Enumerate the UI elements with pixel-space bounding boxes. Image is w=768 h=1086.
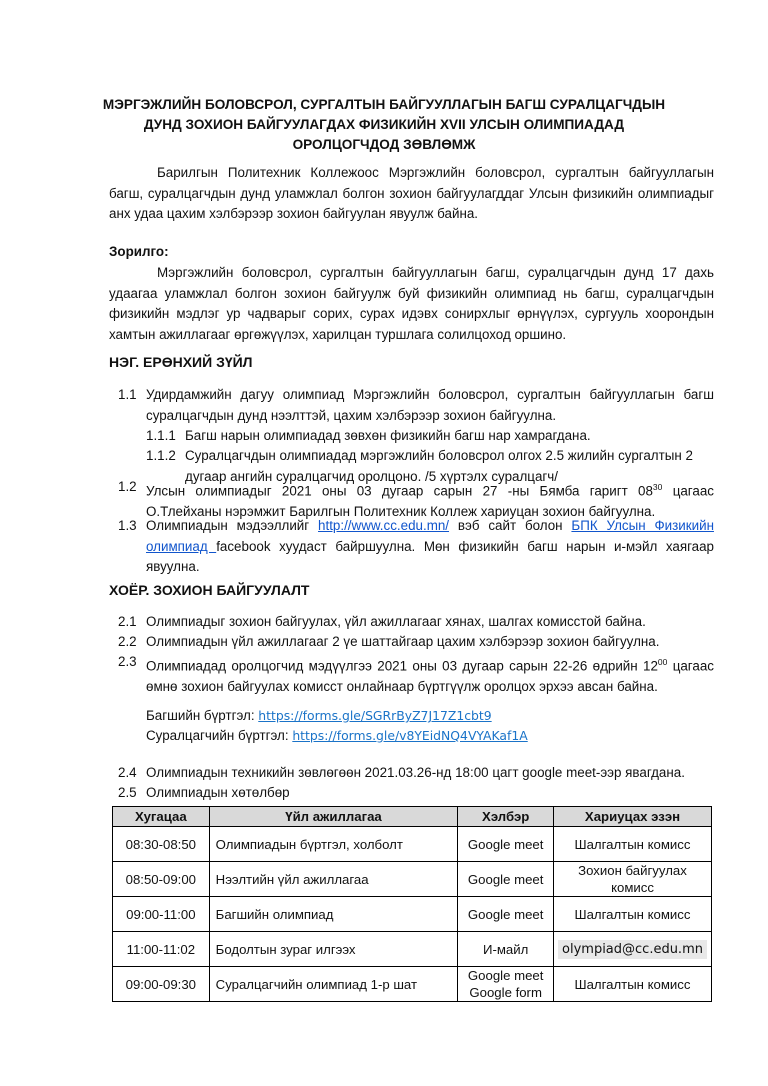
item-text: Олимпиадын техникийн зөвлөгөөн 2021.03.26-нд 18:00 цагт google meet-ээр явагдана. [146,765,685,780]
item-text: Олимпиадын үйл ажиллагааг 2 үе шаттайгаар цахим хэлбэрээр зохион байгуулна. [146,634,660,649]
item-number: 1.2 [118,479,137,494]
item-text: Олимпиадад оролцогчид мэдүүлгээ 2021 оны 03 дугаар сарын 22-26 өдрийн $12^{00}$ цагаас өмнө зохион байгуулах комисст онлайнаар бүртгүүлж оролцох эрхээ авсан байна. [146,657,714,694]
document-title: МЭРГЭЖЛИЙН БОЛОВСРОЛ, СУРГАЛТЫН БАЙГУУЛЛАГЫН БАГШ СУРАЛЦАГЧДЫН ДУНД ЗОХИОН БАЙГУУЛАГДАХ ФИЗИКИЙН XVII УЛСЫН ОЛИМПИАДАД ОРОЛЦОГЧДОД ЗӨВЛӨМЖ [102,97,666,152]
registration-label: Багшийн бүртгэл: [146,708,259,723]
table-row [113,897,712,932]
table-row [113,827,712,862]
item-number: 2.1 [118,614,137,629]
table-cell: Google meet [458,862,554,897]
item-text: Суралцагчдын олимпиадад мэргэжлийн боловсрол олгох 2.5 жилийн сургалтын 2 дугаар ангийн суралцагчид оролцоно. /5 хүртэлх суралцагч/ [185,448,693,484]
student-registration [146,726,528,747]
item-number: 1.1.1 [146,428,176,443]
table-row [113,967,712,1002]
section1-heading: НЭГ. ЕРӨНХИЙ ЗҮЙЛ [109,354,253,370]
table-cell: Зохион байгуулах комисс [554,862,712,897]
schedule-table [112,806,712,1002]
item-number: 1.3 [118,518,137,533]
column-header: Хэлбэр [458,807,554,827]
intro-paragraph: Барилгын Политехник Коллежоос Мэргэжлийн боловсрол, сургалтын байгууллагын багш, суралцагчдын дунд уламжлал болгон зохион байгуулагддаг Улсын физикийн олимпиадыг анх удаа цахим хэлбэрээр зохион байгуулан явуулж байна. [109,165,714,221]
table-cell: 09:00-09:30 [113,967,210,1002]
table-cell: 09:00-11:00 [113,897,210,932]
table-cell: Суралцагчийн олимпиад 1-р шат [209,967,458,1002]
teacher-registration [146,706,492,727]
item-text: Багш нарын олимпиадад зөвхөн физикийн багш нар хамрагдана. [185,428,591,443]
table-cell: Бодолтын зураг илгээх [209,932,458,967]
item-number: 2.3 [118,654,137,669]
table-cell: Нээлтийн үйл ажиллагаа [209,862,458,897]
teacher-registration-link[interactable]: https://forms.gle/SGRrByZ7J17Z1cbt9 [258,708,492,723]
table-cell: Google meet Google form [458,967,554,1002]
column-header: Хугацаа [113,807,210,827]
item-number: 1.1 [118,387,137,402]
table-cell: Олимпиадын бүртгэл, холболт [209,827,458,862]
item-text: Олимпиадыг зохион байгуулах, үйл ажиллагааг хянах, шалгах комисстой байна. [146,614,646,629]
table-cell: Google meet [458,827,554,862]
item-text: Удирдамжийн дагуу олимпиад Мэргэжлийн боловсрол, сургалтын байгууллагын багш суралцагчдын дунд нээлттэй, цахим хэлбэрээр зохион байгуулна. [146,387,714,423]
item-text: Олимпиадын мэдээллийг http://www.cc.edu.mn/ вэб сайт болон БПК Улсын Физикийн олимпиад facebook хуудаст байршуулна. Мөн физикийн багш нарын и-мэйл хаягаар явуулна. [146,518,714,574]
student-registration-link[interactable]: https://forms.gle/v8YEidNQ4VYAKaf1A [292,728,528,743]
website-link[interactable]: http://www.cc.edu.mn/ [318,518,450,533]
email-address[interactable]: olympiad@cc.edu.mn [558,940,707,959]
section2-heading: ХОЁР. ЗОХИОН БАЙГУУЛАЛТ [109,582,310,598]
table-cell: Шалгалтын комисс [554,897,712,932]
table-row [113,932,712,967]
column-header: Үйл ажиллагаа [209,807,458,827]
table-cell: Багшийн олимпиад [209,897,458,932]
column-header: Хариуцах эзэн [554,807,712,827]
table-cell: Шалгалтын комисс [554,827,712,862]
table-cell: И-майл [458,932,554,967]
table-row [113,862,712,897]
table-cell: 11:00-11:02 [113,932,210,967]
item-text: Олимпиадын хөтөлбөр [146,785,290,800]
table-cell: 08:50-09:00 [113,862,210,897]
table-cell [554,932,712,967]
registration-label: Суралцагчийн бүртгэл: [146,728,293,743]
item-number: 2.5 [118,785,137,800]
goal-heading: Зорилго: [109,244,169,259]
table-cell: Google meet [458,897,554,932]
item-text: Улсын олимпиадыг 2021 оны 03 дугаар сарын 27 -ны Бямба гаригт $08^{30}$ цагаас О.Тлейханы нэрэмжит Барилгын Политехник Коллеж хариуцан зохион байгуулна. [146,482,714,519]
item-number: 1.1.2 [146,448,176,463]
facebook-page-link[interactable]: БПК Улсын Физикийн олимпиад [146,518,714,554]
goal-paragraph: Мэргэжлийн боловсрол, сургалтын байгууллагын багш, суралцагчдын дунд 17 дахь удаагаа уламжлал болгон зохион байгуулж буй физикийн олимпиад нь багш, суралцагчдын физикийн мэдлэг ур чадварыг сорих, сурах идэвх сонирхлыг өрнүүлэх, сургууль хоорондын хамтын ажиллагааг өргөжүүлэх, харилцан туршлага солилцоход оршино. [109,265,714,342]
item-number: 2.2 [118,634,137,649]
table-cell: 08:30-08:50 [113,827,210,862]
table-header-row [113,807,712,827]
item-number: 2.4 [118,765,137,780]
table-cell: Шалгалтын комисс [554,967,712,1002]
